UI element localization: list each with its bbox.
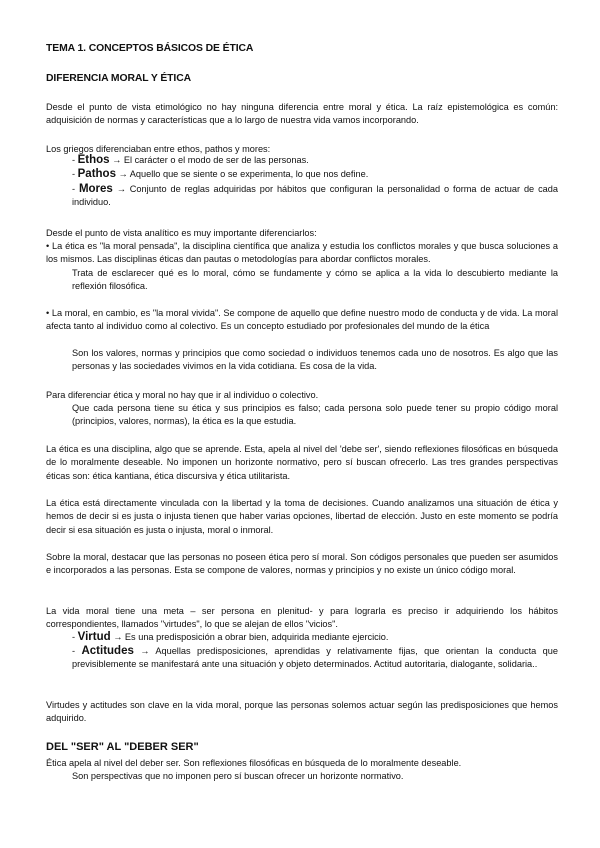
paragraph-deber-ser: Ética apela al nivel del deber ser. Son reflexiones filosóficas en búsqueda de lo moralmente deseable. [46, 758, 462, 768]
paragraph-moral: Sobre la moral, destacar que las personas no poseen ética pero sí moral. Son códigos personales que pueden ser asumidos e incorporados a las personas. Esta se compone de valores, normas y principios y no existe un único código moral. [46, 552, 558, 576]
def-virtud: → Es una predisposición a obrar bien, adquirida mediante ejercicio. [110, 632, 389, 642]
def-actitudes: → Aquellas predisposiciones, aprendidas y relativamente fijas, que orientan la conducta que previsiblemente se manifestará ante una situación y objeto determinados. Actitud autoritaria, dialogante, solidaria.. [72, 646, 558, 670]
list-item-mores: - Mores → Conjunto de reglas adquiridas por hábitos que configuran la personalidad o forma de actuar de cada individuo. [72, 183, 558, 208]
term-ethos: Ethos [77, 154, 110, 166]
paragraph-deber-ser-indent: Son perspectivas que no imponen pero sí buscan ofrecer un horizonte normativo. [72, 771, 404, 781]
list-item-virtud: - Virtud → Es una predisposición a obrar bien, adquirida mediante ejercicio. [72, 631, 389, 643]
paragraph-etica-indent: Trata de esclarecer qué es lo moral, cómo se fundamente y cómo se aplica a la vida lo descubierto mediante la reflexión filosófica. [72, 268, 558, 292]
term-actitudes: Actitudes [81, 645, 134, 657]
paragraph-claves: Virtudes y actitudes son clave en la vida moral, porque las personas solemos actuar según las predisposiciones que hemos adquirido. [46, 700, 558, 724]
paragraph-meta: La vida moral tiene una meta – ser persona en plenitud- y para lograrla es preciso ir adquiriendo los hábitos correspondientes, llamados "virtudes", lo que se alejan de ellos "vicios". [46, 606, 558, 630]
def-ethos: → El carácter o el modo de ser de las personas. [109, 155, 309, 165]
document-title: TEMA 1. CONCEPTOS BÁSICOS DE ÉTICA [46, 43, 254, 54]
list-item-ethos: - Ethos → El carácter o el modo de ser de las personas. [72, 154, 309, 166]
paragraph-diff-intro: Para diferenciar ética y moral no hay que ir al individuo o colectivo. [46, 390, 319, 400]
paragraph-moral-indent: Son los valores, normas y principios que como sociedad o individuos tenemos cada uno de nosotros. Es algo que las personas y las sociedades vivimos en la vida cotidiana. Es cosa de la vida. [72, 348, 558, 372]
def-mores: → Conjunto de reglas adquiridas por hábitos que configuran la personalidad o forma de actuar de cada individuo. [72, 184, 558, 208]
list-item-actitudes: - Actitudes → Aquellas predisposiciones, aprendidas y relativamente fijas, que orientan la conducta que previsiblemente se manifestará ante una situación y objeto determinados. Actitud autoritaria, dialogante, solidaria.. [72, 645, 558, 670]
paragraph-intro: Desde el punto de vista etimológico no hay ninguna diferencia entre moral y ética. La raíz epistemológica es común: adquisición de normas y características que a lo largo de nuestra vida vamos incorporando. [46, 102, 558, 126]
section-heading-ser: DEL "SER" AL "DEBER SER" [46, 741, 199, 753]
paragraph-greeks-intro: Los griegos diferenciaban entre ethos, pathos y mores: [46, 144, 271, 154]
list-item-pathos: - Pathos → Aquello que se siente o se experimenta, lo que nos define. [72, 168, 369, 180]
section-heading-diferencia: DIFERENCIA MORAL Y ÉTICA [46, 73, 192, 84]
term-mores: Mores [78, 183, 113, 195]
paragraph-libertad: La ética está directamente vinculada con la libertad y la toma de decisiones. Cuando analizamos una situación de ética y hemos de decir si es justa o injusta tienen que haber varias opciones, libertad de elección. Justo en este momento se podría decir si esa situación es justa o injusta, moral o inmoral. [46, 498, 558, 535]
paragraph-etica-def: • La ética es "la moral pensada", la disciplina científica que analiza y estudia los conflictos morales y que busca soluciones a los mismos. Las disciplinas éticas dan pautas o metodologías para abordar conflictos morales. [46, 241, 558, 265]
paragraph-moral-def: • La moral, en cambio, es "la moral vivida". Se compone de aquello que define nuestro modo de conducta y de vida. La moral afecta tanto al individuo como al colectivo. Es un concepto estudiado por profesionales del mundo de la ética [46, 308, 558, 332]
paragraph-diff-indent: Que cada persona tiene su ética y sus principios es falso; cada persona solo puede tener su propio código moral (principios, valores, normas), la ética es la que estudia. [72, 403, 558, 427]
paragraph-analytic-intro: Desde el punto de vista analítico es muy importante diferenciarlos: [46, 228, 317, 238]
term-pathos: Pathos [77, 168, 116, 180]
def-pathos: → Aquello que se siente o se experimenta, lo que nos define. [115, 169, 369, 179]
paragraph-disciplina: La ética es una disciplina, algo que se aprende. Esta, apela al nivel del 'debe ser', siendo reflexiones filosóficas en búsqueda de lo moralmente deseable. No imponen un horizonte normativo, pero sí buscan ofrecerlo. Las tres grandes perspectivas éticas son: ética kantiana, ética discursiva y ética utilitarista. [46, 444, 558, 481]
term-virtud: Virtud [77, 631, 111, 643]
